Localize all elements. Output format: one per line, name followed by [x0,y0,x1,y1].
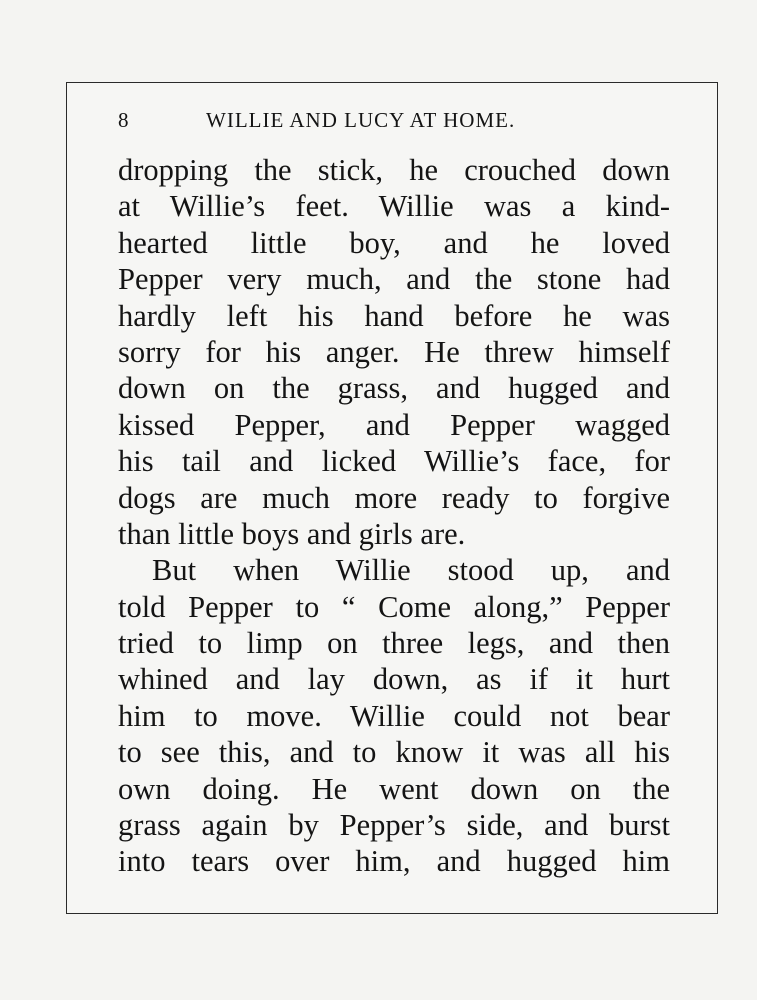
text-line: dropping the stick, he crouched down [118,153,670,187]
text-line: tried to limp on three legs, and then [118,626,670,661]
page-number: 8 [118,108,130,132]
text-line: own doing. He went down on the [118,771,670,806]
text-line: dogs are much more ready to forgive [118,480,670,515]
text-line: down on the grass, and hugged and [118,371,670,406]
text-line: whined and lay down, as if it hurt [118,662,670,697]
paragraph-start-line: But when Willie stood up, and [152,553,670,588]
text-line: him to move. Willie could not bear [118,698,670,733]
text-line: kissed Pepper, and Pepper wagged [118,407,670,442]
text-line: hardly left his hand before he was [118,298,670,333]
text-line: to see this, and to know it was all his [118,735,670,770]
text-line: Pepper very much, and the stone had [118,262,670,297]
text-line: sorry for his anger. He threw himself [118,334,670,369]
text-line: into tears over him, and hugged him [118,844,670,879]
running-head [118,108,670,138]
text-line: his tail and licked Willie’s face, for [118,444,670,479]
running-title: WILLIE AND LUCY AT HOME. [206,108,516,132]
text-line: at Willie’s feet. Willie was a kind- [118,189,670,224]
body-text [118,152,670,880]
paragraph-end-line: than little boys and girls are. [118,516,466,551]
text-line: hearted little boy, and he loved [118,225,670,260]
text-line: told Pepper to “ Come along,” Pepper [118,589,670,624]
text-line: grass again by Pepper’s side, and burst [118,808,670,843]
